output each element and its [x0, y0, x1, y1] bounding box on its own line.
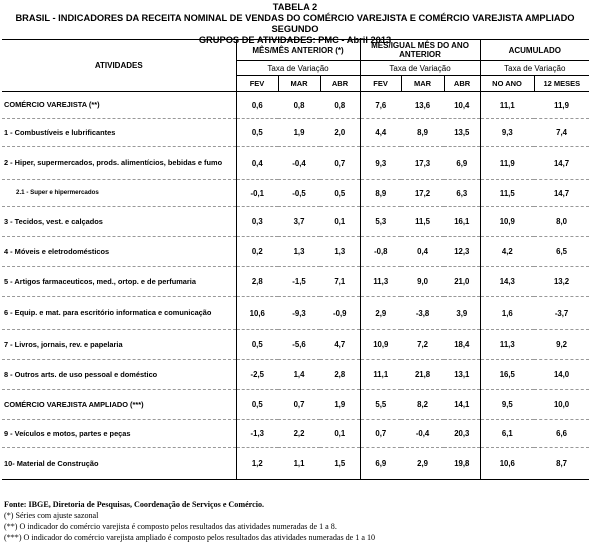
footnote-2: (**) O indicador do comércio varejista é composto pelos resultados das atividades numeradas de 1 a 8.: [4, 522, 337, 531]
value-cell: 7,4: [534, 119, 589, 147]
value-cell: 0,7: [320, 147, 360, 180]
value-cell: 1,6: [480, 297, 534, 330]
activity-label: 9 - Veículos e motos, partes e peças: [2, 420, 236, 448]
value-cell: -0,5: [278, 180, 320, 207]
value-cell: 14,0: [534, 360, 589, 390]
table-row: [2, 330, 589, 360]
table-row: [2, 180, 589, 207]
value-cell: 14,7: [534, 180, 589, 207]
table-row: [2, 237, 589, 267]
value-cell: 6,3: [444, 180, 480, 207]
value-cell: 8,0: [534, 207, 589, 237]
value-cell: -3,8: [401, 297, 444, 330]
source-note: Fonte: IBGE, Diretoria de Pesquisas, Coordenação de Serviços e Comércio.: [4, 500, 265, 509]
value-cell: -0,9: [320, 297, 360, 330]
table-row: [2, 119, 589, 147]
value-cell: -2,5: [236, 360, 278, 390]
value-cell: 2,9: [401, 448, 444, 480]
table-row: [2, 207, 589, 237]
subheader-rate: Taxa de Variação: [480, 61, 589, 76]
value-cell: 9,3: [360, 147, 401, 180]
value-cell: 9,5: [480, 390, 534, 420]
value-cell: 6,9: [444, 147, 480, 180]
table-row: [2, 147, 589, 180]
activity-label: 7 - Livros, jornais, rev. e papelaria: [2, 330, 236, 360]
value-cell: 14,1: [444, 390, 480, 420]
value-cell: 1,2: [236, 448, 278, 480]
value-cell: 0,4: [401, 237, 444, 267]
value-cell: 8,7: [534, 448, 589, 480]
value-cell: 0,8: [320, 92, 360, 119]
value-cell: 11,5: [401, 207, 444, 237]
value-cell: 3,7: [278, 207, 320, 237]
value-cell: 10,9: [480, 207, 534, 237]
value-cell: -1,3: [236, 420, 278, 448]
value-cell: 0,5: [236, 330, 278, 360]
activity-label: 2.1 - Super e hipermercados: [2, 180, 236, 207]
value-cell: 10,6: [236, 297, 278, 330]
value-cell: 0,5: [236, 119, 278, 147]
value-cell: 12,3: [444, 237, 480, 267]
value-cell: 2,2: [278, 420, 320, 448]
value-cell: -3,7: [534, 297, 589, 330]
value-cell: -5,6: [278, 330, 320, 360]
value-cell: 0,7: [360, 420, 401, 448]
value-cell: 1,3: [320, 237, 360, 267]
footnotes: [4, 499, 590, 543]
activity-label: 10- Material de Construção: [2, 448, 236, 480]
value-cell: 2,0: [320, 119, 360, 147]
value-cell: 1,3: [278, 237, 320, 267]
value-cell: 16,1: [444, 207, 480, 237]
value-cell: 20,3: [444, 420, 480, 448]
value-cell: 0,5: [236, 390, 278, 420]
value-cell: 13,5: [444, 119, 480, 147]
value-cell: 19,8: [444, 448, 480, 480]
value-cell: 9,2: [534, 330, 589, 360]
value-cell: 6,5: [534, 237, 589, 267]
value-cell: 7,1: [320, 267, 360, 297]
value-cell: 13,6: [414, 100, 431, 110]
group-year-over-year: MÊS/IGUAL MÊS DO ANO ANTERIOR: [360, 40, 480, 61]
value-cell: 11,1: [499, 100, 515, 110]
col-header-fev: FEV: [360, 76, 401, 92]
value-cell: 4,2: [480, 237, 534, 267]
value-cell: 10,4: [444, 92, 480, 119]
col-header-fev: FEV: [236, 76, 278, 92]
table-row: [2, 420, 589, 448]
value-cell: 13,2: [534, 267, 589, 297]
value-cell: 6,6: [534, 420, 589, 448]
table-row: [2, 297, 589, 330]
value-cell: -0,4: [401, 420, 444, 448]
value-cell: 0,1: [320, 207, 360, 237]
table-row: [2, 92, 589, 119]
activity-label: COMÉRCIO VAREJISTA (**): [2, 92, 236, 119]
table-heading: BRASIL - INDICADORES DA RECEITA NOMINAL DE VENDAS DO COMÉRCIO VAREJISTA E COMÉRCIO VAREJISTA AMPLIADO SEGUNDO: [15, 13, 575, 34]
value-cell: 14,3: [480, 267, 534, 297]
activity-label: 1 - Combustíveis e lubrificantes: [2, 119, 236, 147]
value-cell: 8,9: [360, 180, 401, 207]
value-cell: -1,5: [278, 267, 320, 297]
value-cell: 5,5: [360, 390, 401, 420]
value-cell: -0,4: [278, 147, 320, 180]
value-cell: -9,3: [278, 297, 320, 330]
value-cell: 11,5: [480, 180, 534, 207]
value-cell: 16,5: [480, 360, 534, 390]
col-header-abr: ABR: [444, 76, 480, 92]
table-row: [2, 448, 589, 480]
value-cell: 9,0: [401, 267, 444, 297]
footnote-3: (***) O indicador do comércio varejista ampliado é composto pelos resultados das atividades numeradas de 1 a 10: [4, 533, 376, 542]
table-row: [2, 267, 589, 297]
col-header-12-meses: 12 MESES: [534, 76, 589, 92]
value-cell: 7,6: [375, 100, 387, 110]
table-subheading: GRUPOS DE ATIVIDADES: PMC - Abril 2013: [198, 35, 392, 45]
value-cell: 3,9: [444, 297, 480, 330]
activities-header: ATIVIDADES: [2, 40, 236, 92]
subheader-rate: Taxa de Variação: [360, 61, 480, 76]
col-header-mar: MAR: [401, 76, 444, 92]
activity-label: 8 - Outros arts. de uso pessoal e doméstico: [2, 360, 236, 390]
value-cell: 11,9: [554, 100, 569, 110]
value-cell: 5,3: [360, 207, 401, 237]
value-cell: 10,9: [360, 330, 401, 360]
value-cell: 0,1: [320, 420, 360, 448]
value-cell: 2,8: [320, 360, 360, 390]
value-cell: 1,9: [278, 119, 320, 147]
value-cell: 4,4: [360, 119, 401, 147]
group-month-over-month: MÊS/MÊS ANTERIOR (*): [236, 40, 360, 61]
table-row: [2, 360, 589, 390]
value-cell: 11,3: [480, 330, 534, 360]
activity-label: 2 - Hiper, supermercados, prods. alimentícios, bebidas e fumo: [2, 147, 236, 180]
col-header-mar: MAR: [278, 76, 320, 92]
value-cell: 0,5: [320, 180, 360, 207]
value-cell: 21,8: [401, 360, 444, 390]
value-cell: 2,9: [360, 297, 401, 330]
value-cell: 18,4: [444, 330, 480, 360]
value-cell: 0,8: [293, 100, 305, 110]
value-cell: 17,3: [401, 147, 444, 180]
subheader-rate: Taxa de Variação: [236, 61, 360, 76]
value-cell: -0,1: [236, 180, 278, 207]
value-cell: 0,2: [236, 237, 278, 267]
value-cell: 21,0: [444, 267, 480, 297]
value-cell: 1,1: [278, 448, 320, 480]
activity-label: 5 - Artigos farmaceuticos, med., ortop. e de perfumaria: [2, 267, 236, 297]
value-cell: 8,2: [401, 390, 444, 420]
value-cell: -0,8: [360, 237, 401, 267]
activity-label: COMÉRCIO VAREJISTA AMPLIADO (***): [2, 390, 236, 420]
value-cell: 0,4: [236, 147, 278, 180]
value-cell: 9,3: [480, 119, 534, 147]
value-cell: 0,6: [251, 100, 263, 110]
value-cell: 11,1: [360, 360, 401, 390]
value-cell: 1,5: [320, 448, 360, 480]
value-cell: 10,6: [480, 448, 534, 480]
value-cell: 6,1: [480, 420, 534, 448]
value-cell: 14,7: [534, 147, 589, 180]
value-cell: 11,9: [480, 147, 534, 180]
value-cell: 0,7: [278, 390, 320, 420]
group-accumulated: ACUMULADO: [480, 40, 589, 61]
indicators-table: [2, 39, 589, 480]
value-cell: 10,0: [534, 390, 589, 420]
activity-label: 4 - Móveis e eletrodomésticos: [2, 237, 236, 267]
value-cell: 6,9: [360, 448, 401, 480]
activity-label: 3 - Tecidos, vest. e calçados: [2, 207, 236, 237]
col-header-abr: ABR: [320, 76, 360, 92]
value-cell: 2,8: [236, 267, 278, 297]
value-cell: 17,2: [401, 180, 444, 207]
value-cell: 13,1: [444, 360, 480, 390]
activity-label: 6 - Equip. e mat. para escritório informatica e comunicação: [2, 297, 236, 330]
footnote-1: (*) Séries com ajuste sazonal: [4, 511, 99, 520]
table-body: [2, 92, 589, 480]
value-cell: 7,2: [401, 330, 444, 360]
col-header-no-ano: NO ANO: [480, 76, 534, 92]
value-cell: 8,9: [401, 119, 444, 147]
value-cell: 1,4: [278, 360, 320, 390]
value-cell: 4,7: [320, 330, 360, 360]
value-cell: 11,3: [360, 267, 401, 297]
value-cell: 1,9: [320, 390, 360, 420]
table-row: [2, 390, 589, 420]
table-number: TABELA 2: [272, 2, 318, 12]
value-cell: 0,3: [236, 207, 278, 237]
